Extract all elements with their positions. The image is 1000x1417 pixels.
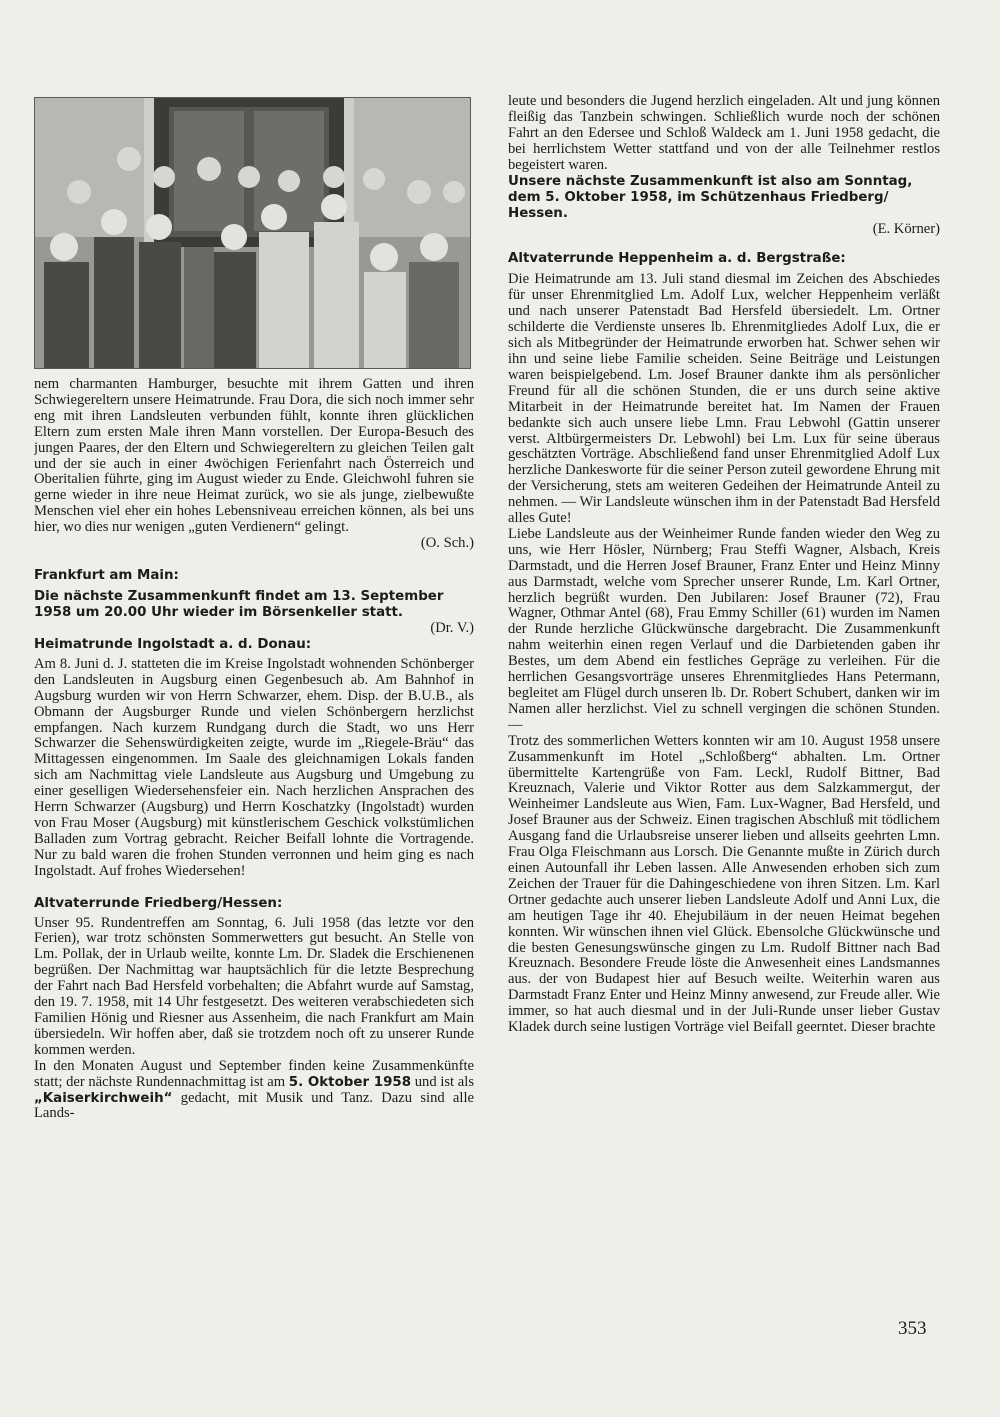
intro-signature: (O. Sch.) (420, 535, 474, 552)
right-column (508, 94, 940, 1036)
page-number: 353 (898, 1318, 927, 1339)
friedberg-paragraph-2: In den Monaten August und September finden keine Zusammenkünfte statt; der nächste Rundennachmittag ist am 5. Oktober 1958 und ist als „Kaiserkirchweih“ gedacht, mit Musik und Tanz. Dazu sind alle Lands- (34, 1057, 474, 1122)
frankfurt-note: Die nächste Zusammenkunft findet am 13. September 1958 um 20.00 Uhr wieder im Börsenkeller statt. (34, 588, 444, 620)
frankfurt-heading: Frankfurt am Main: (34, 567, 179, 583)
group-photo-image (34, 97, 471, 369)
continued-signature: (E. Körner) (872, 220, 940, 237)
left-column (34, 377, 474, 1122)
heppenheim-paragraph-1: Die Heimatrunde am 13. Juli stand diesmal im Zeichen des Abschiedes für unser Ehrenmitglied Lm. Adolf Lux, welcher Heppenheim verläßt und nach unserer Patenstadt Bad Hersfeld übersiedelt. Lm. Ortner schilderte die Verdienste unseres lb. Ehrenmitgliedes Adolf Lux, die er sich als Mitbegründer der Heimatrunde erworben hat. Schwer sehen wir ihn und seine liebe Familie scheiden. Seine Beiträge und Leistungen waren beispielgebend. Lm. Josef Brauner dankte ihm als persönlicher Freund für all die schönen Stunden, die er uns durch seine aktive Mitarbeit in der Heimatrunde bereitet hat. Im Namen der Frauen bedankte sich auch unsere liebe Lmn. Frau Lebwohl (Gattin unserer verst. Altbürgermeisters Dr. Lebwohl) bei Lm. Lux für seine überaus geschätzten Vorträge. Abschließend fand unser Ehrenmitglied Adolf Lux herzliche Dankesworte für die seiner Person zuteil gewordene Ehrung mit der Versicherung, stets am weiteren Gedeihen der Heimatrunde Anteil zu nehmen. — Wir Landsleute wünschen ihm in der Patenstadt Bad Hersfeld alles Gute! (508, 271, 940, 527)
friedberg-paragraph: Unser 95. Rundentreffen am Sonntag, 6. Juli 1958 (das letzte vor den Ferien), war trotz schönsten Sommerwetters gut besucht. An Stelle von Lm. Pollak, der in Urlaub weilte, konnte Lm. Dr. Sladek die Erschienenen begrüßen. Der Nachmittag war hauptsächlich für die letzte Besprechung der Fahrt nach Bad Hersfeld vorbehalten; die Abfahrt wurde auf Samstag, den 19. 7. 1958, mit 14 Uhr festgesetzt. Des weiteren verabschiedeten sich Familien Hönig und Riesner aus Assenheim, die nach Frankfurt am Main übersiedeln. Wir hoffen aber, daß sie trotzdem noch oft zu unserer Runde kommen werden. (34, 914, 474, 1058)
ingolstadt-heading: Heimatrunde Ingolstadt a. d. Donau: (34, 636, 312, 652)
friedberg-kirchweih-bold: „Kaiserkirchweih“ (34, 1090, 173, 1106)
heppenheim-paragraph-2: Liebe Landsleute aus der Weinheimer Runde fanden wieder den Weg zu uns, wie Herr Hösler, Nürnberg; Frau Steffi Wagner, Alsbach, Kreis Darmstadt, und die Herren Josef Brauner, Franz Enter und Heinz Minny aus Darmstadt, welche vom Sprecher unserer Runde, Lm. Karl Ortner, herzlich begrüßt wurden. Den Jubilaren: Josef Brauner (72), Frau Wagner, Othmar Antel (68), Frau Emmy Schiller (61) wurden im Namen der Runde herzliche Glückwünsche dargebracht. Die Zusammenkunft nahm weiterhin einen regen Verlauf und die Darbietenden gaben ihr Bestes, um dem Abend ein festliches Gepräge zu verleihen. Für die herrlichen Gesangsvorträge unseres Ehrenmitgliedes Hans Petermann, begleitet am Flügel durch unseren lb. Dr. Robert Schubert, danken wir im Namen aller herzlichst. Viel zu schnell vergingen die schönen Stunden. — (508, 525, 940, 733)
ingolstadt-paragraph: Am 8. Juni d. J. statteten die im Kreise Ingolstadt wohnenden Schönberger den Landsleuten in Augsburg einen Gegenbesuch ab. Am Bahnhof in Augsburg wurden wir von Herrn Schwarzer, ehem. Disp. der B.U.B., als Obmann der Augsburger Runde und vielen Schönbergern herzlichst empfangen. Nach kurzem Rundgang durch die Stadt, wo uns Herr Schwarzer die Sehenswürdigkeiten zeigte, wurde im „Riegele-Bräu“ das Mittagessen eingenommen. Im Saale des gleichnamigen Lokals fanden sich am Nachmittag viele Landsleute aus Augsburg und Umgebung zu einer geselligen Wiedersehensfeier ein. Nach herzlichen Ansprachen des Herrn Schwarzer (Augsburg) und Herrn Koschatzky (Ingolstadt) wurden von Frau Moser (Augsburg) mit künstlerischem Geschick volkstümlichen Balladen zum Vortrag gebracht. Reicher Beifall lohnte die Vortragende. Nur zu bald waren die frohen Stunden verronnen und heim ging es nach Ingolstadt. Auf frohes Wiedersehen! (34, 655, 474, 879)
intro-paragraph: nem charmanten Hamburger, besuchte mit ihrem Gatten und ihren Schwiegereltern unsere Heimatrunde. Frau Dora, die sich noch immer sehr eng mit ihren Landsleuten verbunden fühlt, konnte ihren glücklichen Eltern zum ersten Male ihren Mann vorstellen. Der Europa-Besuch des jungen Paares, der den Eltern und Schwiegereltern zu gleichen Teilen galt und der sie auch in einer 4wöchigen Ferienfahrt nach Österreich und Oberitalien führte, ging im August wieder zu Ende. Gleichwohl fuhren sie gerne wieder in ihre neue Heimat zurück, wo sie als junge, zielbewußte Menschen viel eher ein hohes Lebensniveau erreichen können, als bei uns hier, wo dies nur wenigen „guten Verdienern“ gelingt. (O. Sch.) (34, 377, 474, 552)
next-meeting-note: Unsere nächste Zusammenkunft ist also am Sonntag, dem 5. Oktober 1958, im Schützenhaus Friedberg/ Hessen. (508, 173, 913, 221)
heppenheim-heading: Altvaterrunde Heppenheim a. d. Bergstraße: (508, 251, 846, 267)
friedberg-heading: Altvaterrunde Friedberg/Hessen: (34, 895, 283, 911)
friedberg-date-bold: 5. Oktober 1958 (288, 1074, 412, 1090)
frankfurt-signature: (Dr. V.) (430, 619, 474, 636)
group-photo (34, 97, 471, 369)
heppenheim-paragraph-3: Trotz des sommerlichen Wetters konnten wir am 10. August 1958 unsere Zusammenkunft im Hotel „Schloßberg“ abhalten. Lm. Ortner übermittelte Kartengrüße von Fam. Leckl, Rudolf Bittner, Bad Kreuznach, Valerie und Viktor Rotter aus dem Salzkammergut, der Weinheimer Landsleute aus Wien, Fam. Lux-Wagner, Bad Hersfeld, und Josef Brauner aus der Schweiz. Einen tragischen Abschluß mit tödlichem Ausgang fand die Urlaubsreise unserer lieben und allseits geehrten Lmn. Frau Olga Fleischmann aus Lorsch. Die Genannte mußte in Zürich durch einen Autounfall ihr Leben lassen. Alle Anwesenden erhoben sich zum Zeichen der Trauer für die Dahingeschiedene von ihren Sitzen. Lm. Karl Ortner gedachte auch unserer lieben Landsleute Adolf und Anni Lux, die am heutigen Tage ihr 40. Ehejubiläum in der neuen Heimat begehen konnten. Wir wünschen ihnen viel Glück. Ebensolche Glückwünsche und die besten Genesungswünsche gingen zu Lm. Rudolf Bittner nach Bad Kreuznach. Besondere Freude löste die Anwesenheit eines Landsmannes aus. der von Budapest hier auf Besuch weilte. Weiterhin waren aus Darmstadt Franz Enter und Heinz Minny anwesend, zur Freude aller. Wie immer, so hat auch diesmal und in der Juli-Runde unser lieber Gustav Kladek durch seine lustigen Vorträge viel Beifall geerntet. Dieser brachte (508, 732, 940, 1036)
continued-paragraph: leute und besonders die Jugend herzlich eingeladen. Alt und jung können fleißig das Tanzbein schwingen. Schließlich wurde noch der schönen Fahrt an den Edersee und Schloß Waldeck am 1. Juni 1958 gedacht, die bei herrlichstem Wetter stattfand und von der alle Teilnehmer restlos begeistert waren. (508, 94, 940, 173)
